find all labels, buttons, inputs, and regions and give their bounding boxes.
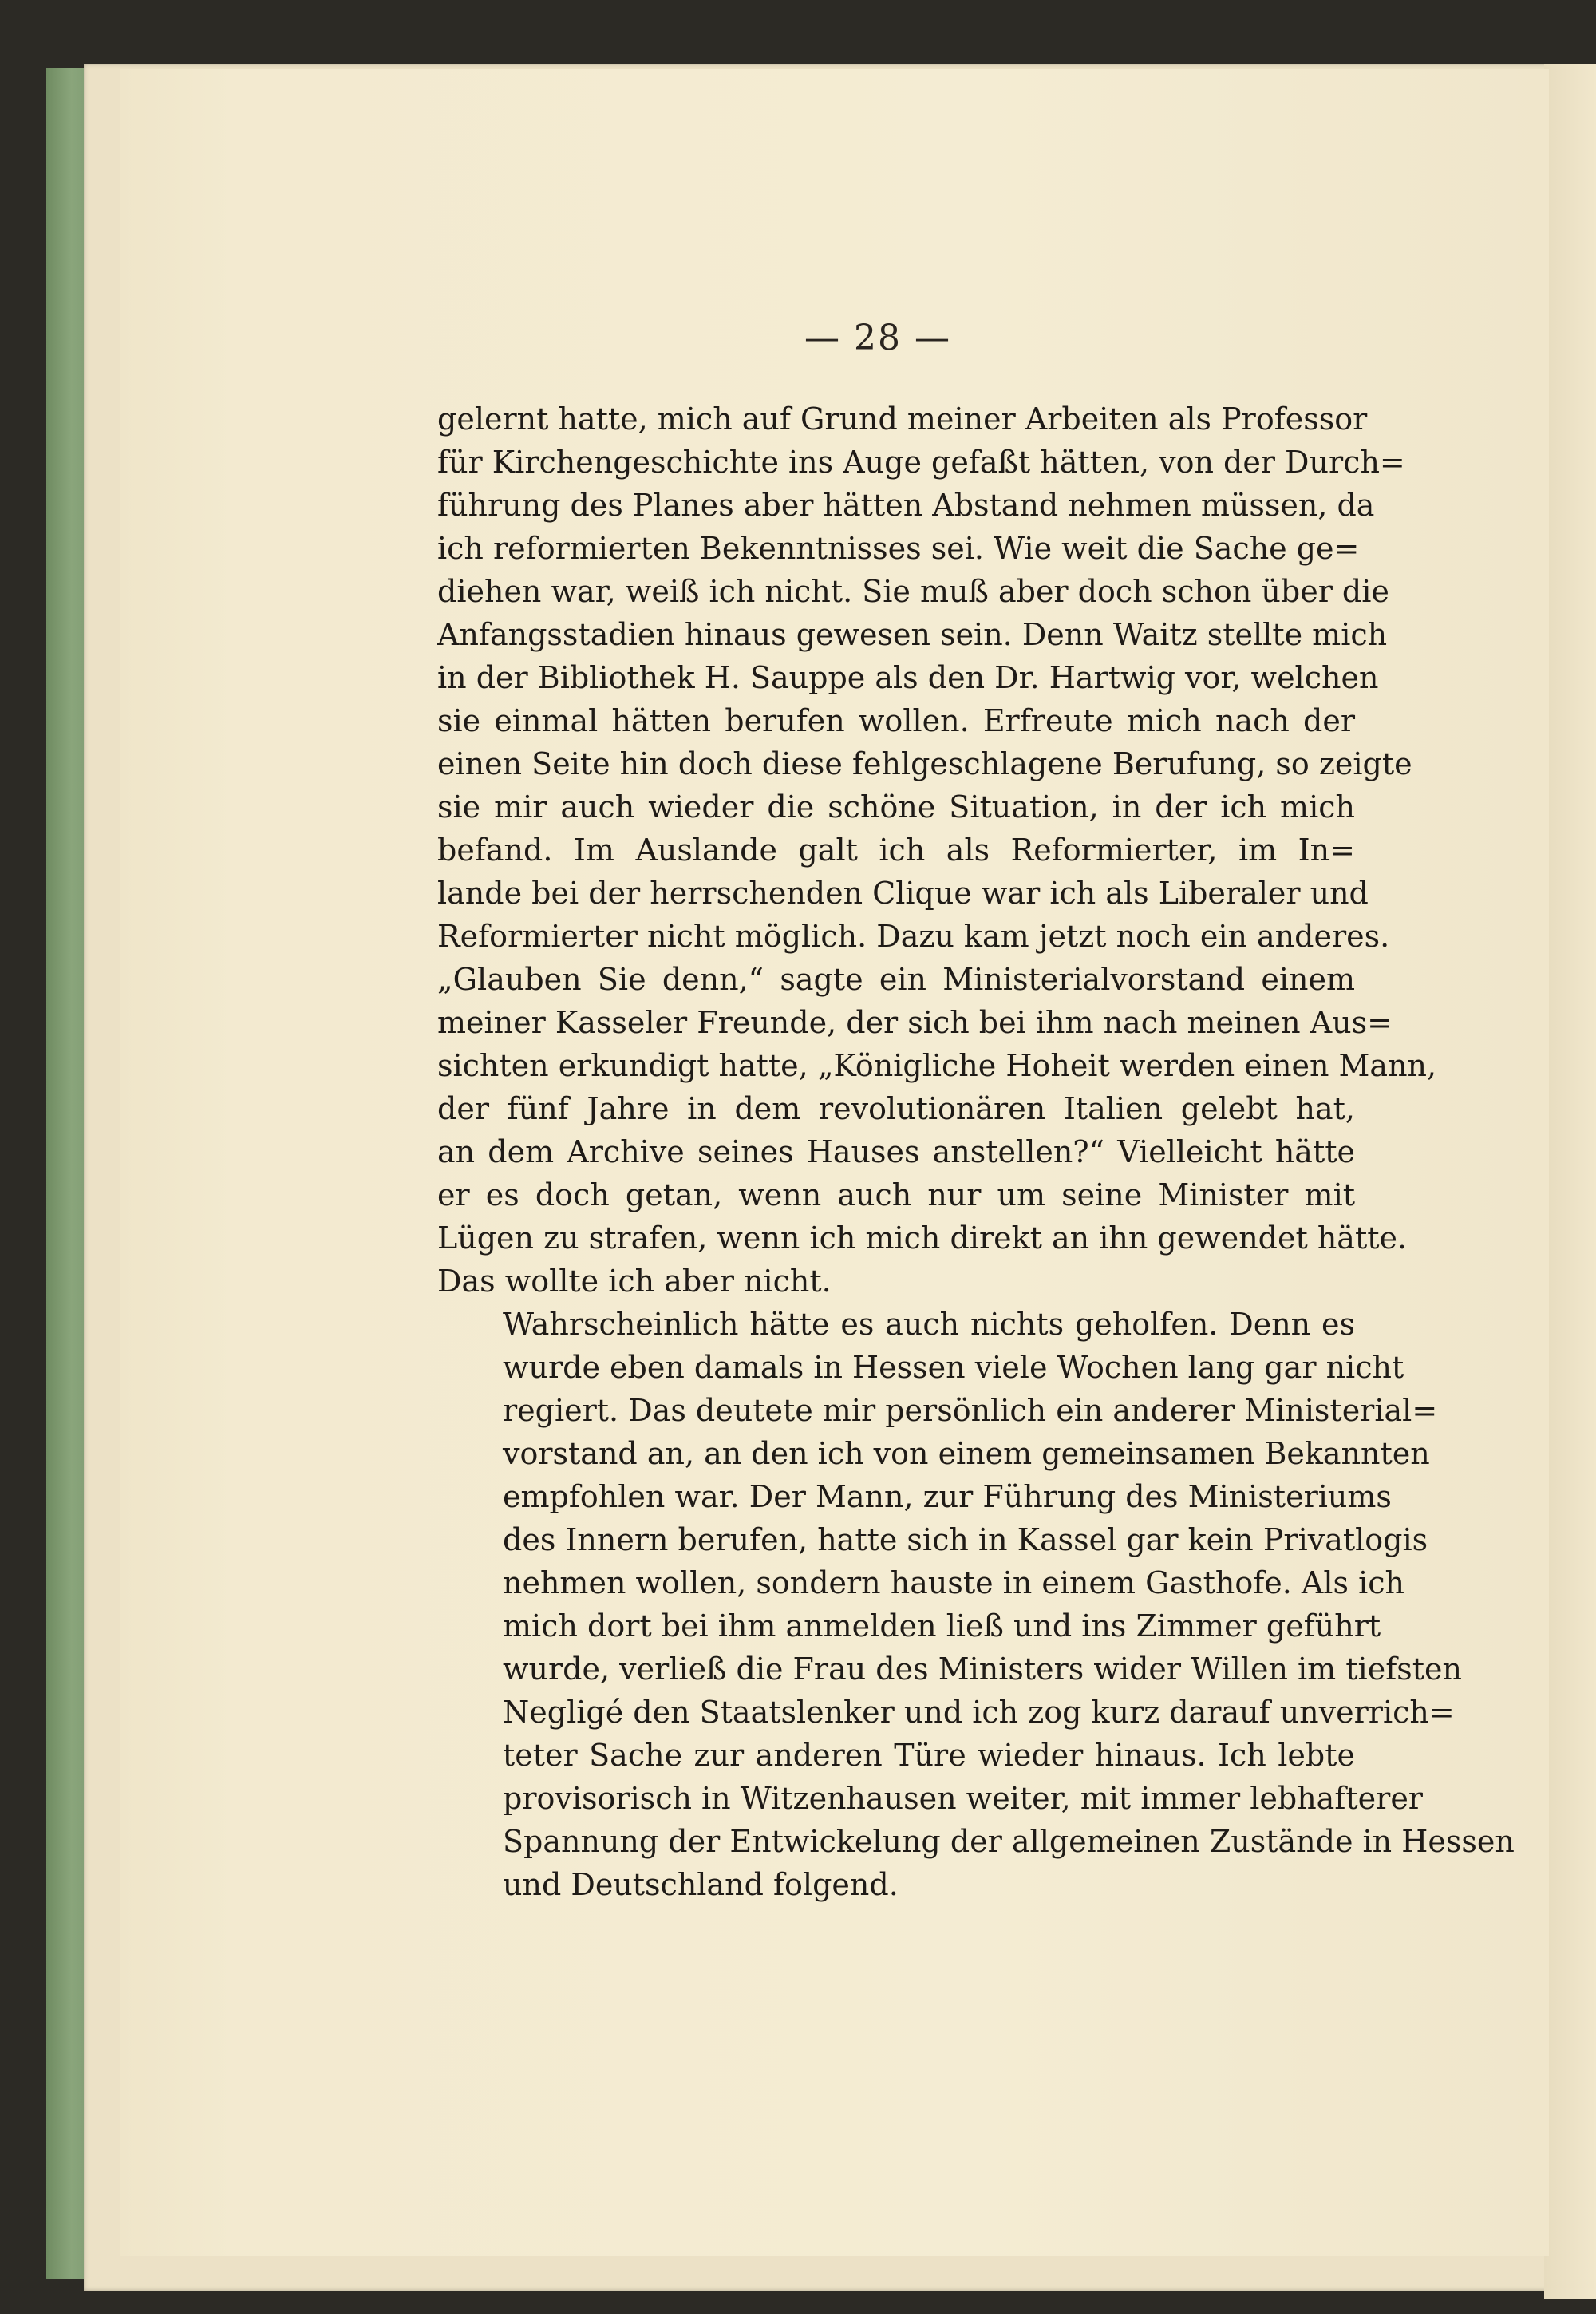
text-line: in der Bibliothek H. Sauppe als den Dr. Hartwig vor, welchen	[437, 660, 1379, 695]
paragraph-2	[437, 1303, 1515, 1906]
text-line: Reformierter nicht möglich. Dazu kam jetzt noch ein anderes.	[437, 919, 1390, 954]
text-line: meiner Kasseler Freunde, der sich bei ihm nach meinen Aus=	[437, 1005, 1393, 1040]
text-line: wurde eben damals in Hessen viele Wochen lang gar nicht	[503, 1350, 1404, 1385]
text-line: provisorisch in Witzenhausen weiter, mit immer lebhafterer	[503, 1781, 1423, 1816]
text-line: sie mir auch wieder die schöne Situation, in der ich mich	[437, 789, 1355, 825]
text-line: teter Sache zur anderen Türe wieder hinaus. Ich lebte	[503, 1738, 1355, 1773]
text-line: an dem Archive seines Hauses anstellen?“ Vielleicht hätte	[437, 1134, 1355, 1169]
text-line: „Glauben Sie denn,“ sagte ein Ministerialvorstand einem	[437, 962, 1355, 997]
text-line: Spannung der Entwickelung der allgemeinen Zustände in Hessen	[503, 1824, 1515, 1859]
text-line: Das wollte ich aber nicht.	[437, 1264, 832, 1299]
text-line: und Deutschland folgend.	[503, 1867, 899, 1902]
text-line: der fünf Jahre in dem revolutionären Italien gelebt hat,	[437, 1091, 1355, 1126]
text-line: Lügen zu strafen, wenn ich mich direkt an ihn gewendet hätte.	[437, 1220, 1408, 1256]
text-line: empfohlen war. Der Mann, zur Führung des Ministeriums	[503, 1479, 1392, 1514]
text-line: für Kirchengeschichte ins Auge gefaßt hätten, von der Durch=	[437, 445, 1405, 480]
text-line: sichten erkundigt hatte, „Königliche Hoheit werden einen Mann,	[437, 1048, 1437, 1083]
text-line: Anfangsstadien hinaus gewesen sein. Denn Waitz stellte mich	[437, 617, 1388, 652]
text-line: sie einmal hätten berufen wollen. Erfreute mich nach der	[437, 703, 1355, 738]
text-line: ich reformierten Bekenntnisses sei. Wie weit die Sache ge=	[437, 531, 1360, 566]
text-line: führung des Planes aber hätten Abstand nehmen müssen, da	[437, 488, 1375, 523]
text-line: er es doch getan, wenn auch nur um seine Minister mit	[437, 1177, 1355, 1212]
text-line: Wahrscheinlich hätte es auch nichts geholfen. Denn es	[503, 1307, 1355, 1342]
text-line: gelernt hatte, mich auf Grund meiner Arbeiten als Professor	[437, 401, 1368, 437]
text-line: Negligé den Staatslenker und ich zog kurz darauf unverrich=	[503, 1695, 1455, 1730]
text-line: nehmen wollen, sondern hauste in einem Gasthofe. Als ich	[503, 1565, 1405, 1600]
text-line: lande bei der herrschenden Clique war ich als Liberaler und	[437, 876, 1369, 911]
text-line: mich dort bei ihm anmelden ließ und ins Zimmer geführt	[503, 1608, 1381, 1644]
paragraph-1	[437, 398, 1437, 1303]
text-line: diehen war, weiß ich nicht. Sie muß aber doch schon über die	[437, 574, 1389, 609]
page-number: — 28 —	[804, 318, 951, 358]
text-line: befand. Im Auslande galt ich als Reformierter, im In=	[437, 833, 1355, 868]
text-line: vorstand an, an den ich von einem gemeinsamen Bekannten	[503, 1436, 1430, 1471]
text-line: einen Seite hin doch diese fehlgeschlagene Berufung, so zeigte	[437, 746, 1412, 781]
body-text	[437, 398, 1515, 1906]
text-line: des Innern berufen, hatte sich in Kassel gar kein Privatlogis	[503, 1522, 1428, 1557]
text-line: wurde, verließ die Frau des Ministers wider Willen im tiefsten	[503, 1651, 1462, 1687]
text-line: regiert. Das deutete mir persönlich ein anderer Ministerial=	[503, 1393, 1438, 1428]
facing-page-edge	[1544, 64, 1596, 2299]
